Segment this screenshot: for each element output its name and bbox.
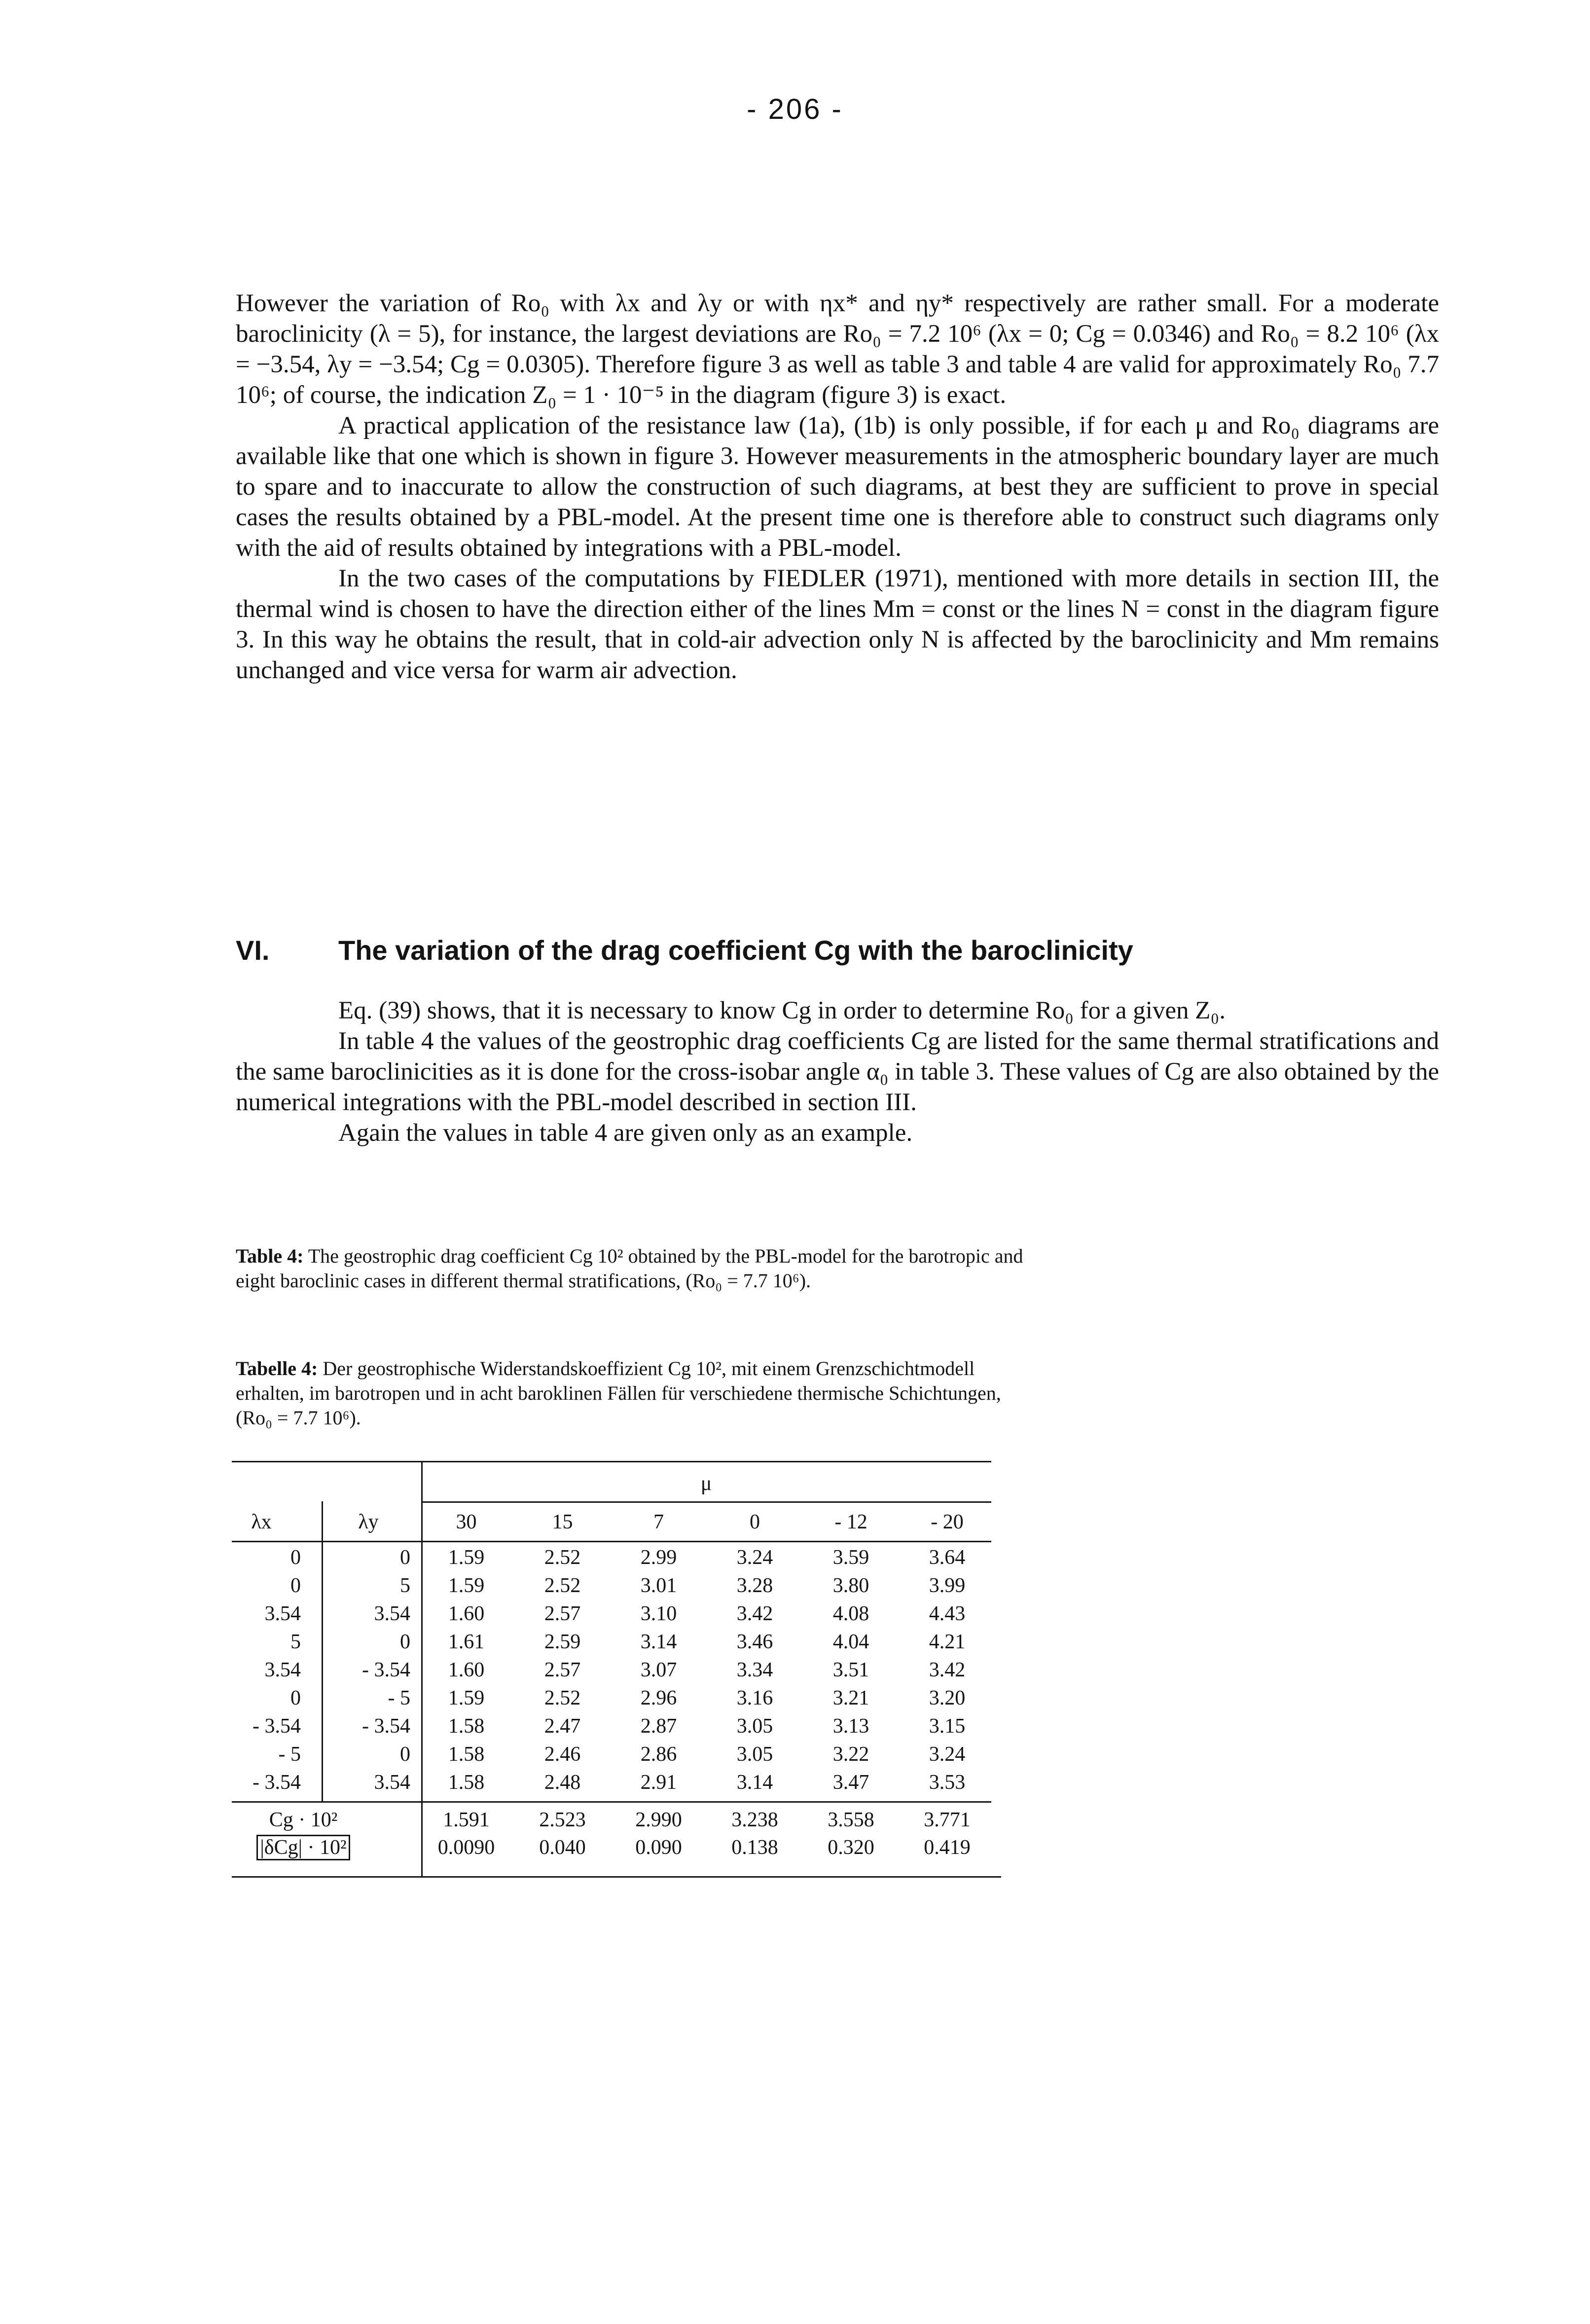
- table-cell: 2.99: [640, 1546, 677, 1569]
- section-number: VI.: [236, 935, 270, 966]
- summary-rule: [232, 1801, 991, 1803]
- table-cell: 1.58: [448, 1771, 485, 1794]
- table-cell: 1.58: [448, 1743, 485, 1766]
- deviation-cg-value: 0.0090: [437, 1836, 495, 1859]
- deviation-cg-value: 0.090: [635, 1836, 682, 1859]
- mean-cg-value: 3.558: [828, 1809, 874, 1831]
- mean-cg-label: Cg · 10²: [269, 1809, 338, 1831]
- table-row-8-lambda-x: - 3.54: [253, 1771, 301, 1794]
- table-cell: 3.34: [736, 1659, 773, 1681]
- deviation-cg-value: 0.320: [828, 1836, 874, 1859]
- mu-value-4: - 12: [834, 1511, 867, 1533]
- page-number: - 206 -: [747, 93, 843, 125]
- mu-header: μ: [700, 1472, 712, 1495]
- table-cell: 4.04: [832, 1631, 869, 1653]
- drag-coefficient-table: [232, 1461, 1001, 1880]
- table-cell: 3.80: [832, 1574, 869, 1597]
- header-rule: [232, 1541, 991, 1542]
- table-row-5-lambda-x: 0: [290, 1687, 301, 1709]
- table-cell: 3.42: [736, 1602, 773, 1625]
- table-cell: 2.96: [640, 1687, 677, 1709]
- table-row-3-lambda-y: 0: [400, 1631, 410, 1653]
- table-cell: 4.21: [929, 1631, 966, 1653]
- table-row-3-lambda-x: 5: [290, 1631, 301, 1653]
- table-cell: 2.46: [544, 1743, 581, 1766]
- table-cell: 3.64: [929, 1546, 966, 1569]
- table-cell: 1.60: [448, 1602, 485, 1625]
- table-cell: 1.58: [448, 1715, 485, 1738]
- caption-de-label: Tabelle 4:: [236, 1357, 318, 1380]
- table-row-0-lambda-y: 0: [400, 1546, 410, 1569]
- mean-cg-value: 2.523: [539, 1809, 586, 1831]
- table-cell: 3.24: [736, 1546, 773, 1569]
- caption-en-label: Table 4:: [236, 1245, 304, 1267]
- table-cell: 3.20: [929, 1687, 966, 1709]
- table-cell: 3.05: [736, 1715, 773, 1738]
- mu-divider: [421, 1461, 423, 1876]
- table-cell: 3.24: [929, 1743, 966, 1766]
- table-cell: 3.14: [640, 1631, 677, 1653]
- table-cell: 3.21: [832, 1687, 869, 1709]
- table-cell: 2.91: [640, 1771, 677, 1794]
- paragraph-1: However the variation of Ro₀ with λx and λy or with ηx* and ηy* respectively are rather small. For a moderate baroclinicity (λ = 5), for instance, the largest deviations are Ro₀ = 7.2 10⁶ (λx = 0; Cg = 0.0346) and Ro₀ = 8.2 10⁶ (λx = −3.54, λy = −3.54; Cg = 0.0305). Therefore figure 3 as well as table 3 and table 4 are valid for approximately Ro₀ 7.7 10⁶; of course, the indication Z₀ = 1 · 10⁻⁵ in the diagram (figure 3) is exact.: [236, 290, 1439, 409]
- section-paragraph-1: Eq. (39) shows, that it is necessary to know Cg in order to determine Ro₀ for a given Z₀.: [338, 997, 1226, 1024]
- table-cell: 3.13: [832, 1715, 869, 1738]
- deviation-cg-label: [247, 1836, 360, 1859]
- table-cell: 3.15: [929, 1715, 966, 1738]
- table-caption-de: [236, 1356, 1035, 1430]
- table-cell: 1.59: [448, 1687, 485, 1709]
- table-cell: 3.59: [832, 1546, 869, 1569]
- table-cell: 1.59: [448, 1546, 485, 1569]
- mean-cg-value: 1.591: [443, 1809, 490, 1831]
- table-row-1-lambda-x: 0: [290, 1574, 301, 1597]
- mu-value-0: 30: [456, 1511, 477, 1533]
- deviation-cg-value: 0.419: [924, 1836, 971, 1859]
- mu-value-5: - 20: [931, 1511, 964, 1533]
- mean-cg-value: 2.990: [635, 1809, 682, 1831]
- caption-en-text: The geostrophic drag coefficient Cg 10² obtained by the PBL-model for the barotropic and eight baroclinic cases in different thermal stratifications, (Ro₀ = 7.7 10⁶).: [236, 1245, 1023, 1292]
- table-row-4-lambda-y: - 3.54: [362, 1659, 410, 1681]
- mu-value-1: 15: [552, 1511, 573, 1533]
- table-cell: 4.08: [832, 1602, 869, 1625]
- table-cell: 1.60: [448, 1659, 485, 1681]
- mu-rule: [421, 1501, 991, 1503]
- table-cell: 3.46: [736, 1631, 773, 1653]
- table-top-rule: [232, 1461, 991, 1462]
- table-cell: 2.52: [544, 1687, 581, 1709]
- table-cell: 3.16: [736, 1687, 773, 1709]
- table-cell: 3.01: [640, 1574, 677, 1597]
- table-bottom-rule: [232, 1876, 1001, 1878]
- mu-value-2: 7: [653, 1511, 664, 1533]
- table-cell: 2.86: [640, 1743, 677, 1766]
- section-paragraph-3: Again the values in table 4 are given only as an example.: [338, 1119, 913, 1147]
- section-text: [236, 995, 1439, 1148]
- table-row-7-lambda-y: 0: [400, 1743, 410, 1766]
- table-row-7-lambda-x: - 5: [278, 1743, 301, 1766]
- table-cell: 2.59: [544, 1631, 581, 1653]
- table-cell: 4.43: [929, 1602, 966, 1625]
- table-cell: 3.05: [736, 1743, 773, 1766]
- table-cell: 3.47: [832, 1771, 869, 1794]
- lambda-x-header: λx: [251, 1511, 272, 1533]
- body-text: [236, 288, 1439, 686]
- table-cell: 3.53: [929, 1771, 966, 1794]
- table-cell: 2.57: [544, 1659, 581, 1681]
- table-cell: 3.99: [929, 1574, 966, 1597]
- deviation-cg-value: 0.040: [539, 1836, 586, 1859]
- paragraph-3: In the two cases of the computations by FIEDLER (1971), mentioned with more details in section III, the thermal wind is chosen to have the direction either of the lines Mm = const or the lines N = const in the diagram figure 3. In this way he obtains the result, that in cold-air advection only N is affected by the baroclinicity and Mm remains unchanged and vice versa for warm air advection.: [236, 565, 1439, 684]
- deviation-cg-label-text: |δCg| · 10²: [256, 1835, 350, 1860]
- table-row-0-lambda-x: 0: [290, 1546, 301, 1569]
- table-cell: 2.52: [544, 1546, 581, 1569]
- table-row-8-lambda-y: 3.54: [374, 1771, 410, 1794]
- table-cell: 2.48: [544, 1771, 581, 1794]
- paragraph-2: A practical application of the resistance law (1a), (1b) is only possible, if for each μ and Ro₀ diagrams are available like that one which is shown in figure 3. However measurements in the atmospheric boundary layer are much to spare and to inaccurate to allow the construction of such diagrams, at best they are sufficient to prove in special cases the results obtained by a PBL-model. At the present time one is therefore able to construct such diagrams only with the aid of results obtained by integrations with a PBL-model.: [236, 412, 1439, 562]
- mean-cg-value: 3.238: [731, 1809, 778, 1831]
- lambda-y-header: λy: [358, 1511, 379, 1533]
- table-row-2-lambda-y: 3.54: [374, 1602, 410, 1625]
- caption-de-text: Der geostrophische Widerstandskoeffizient Cg 10², mit einem Grenzschichtmodell erhalten, im barotropen und in acht baroklinen Fällen für verschiedene thermische Schichtungen, (Ro₀ = 7.7 10⁶).: [236, 1357, 1001, 1429]
- section-title: The variation of the drag coefficient Cg with the baroclinicity: [338, 935, 1133, 966]
- table-row-6-lambda-y: - 3.54: [362, 1715, 410, 1738]
- mu-value-3: 0: [750, 1511, 760, 1533]
- table-cell: 2.47: [544, 1715, 581, 1738]
- table-cell: 3.51: [832, 1659, 869, 1681]
- table-row-6-lambda-x: - 3.54: [253, 1715, 301, 1738]
- table-cell: 1.61: [448, 1631, 485, 1653]
- table-row-5-lambda-y: - 5: [388, 1687, 410, 1709]
- deviation-cg-value: 0.138: [731, 1836, 778, 1859]
- table-row-4-lambda-x: 3.54: [264, 1659, 301, 1681]
- table-cell: 2.52: [544, 1574, 581, 1597]
- table-cell: 3.10: [640, 1602, 677, 1625]
- table-cell: 3.07: [640, 1659, 677, 1681]
- table-cell: 3.22: [832, 1743, 869, 1766]
- table-cell: 3.42: [929, 1659, 966, 1681]
- table-caption-en: [236, 1244, 1035, 1293]
- table-cell: 2.57: [544, 1602, 581, 1625]
- table-cell: 3.14: [736, 1771, 773, 1794]
- mean-cg-value: 3.771: [924, 1809, 971, 1831]
- section-paragraph-2: In table 4 the values of the geostrophic drag coefficients Cg are listed for the same thermal stratifications and the same baroclinicities as it is done for the cross-isobar angle α₀ in table 3. These values of Cg are also obtained by the numerical integrations with the PBL-model described in section III.: [236, 1027, 1439, 1116]
- table-cell: 1.59: [448, 1574, 485, 1597]
- section-heading: [236, 934, 1439, 966]
- table-cell: 2.87: [640, 1715, 677, 1738]
- table-cell: 3.28: [736, 1574, 773, 1597]
- table-row-2-lambda-x: 3.54: [264, 1602, 301, 1625]
- table-row-1-lambda-y: 5: [400, 1574, 410, 1597]
